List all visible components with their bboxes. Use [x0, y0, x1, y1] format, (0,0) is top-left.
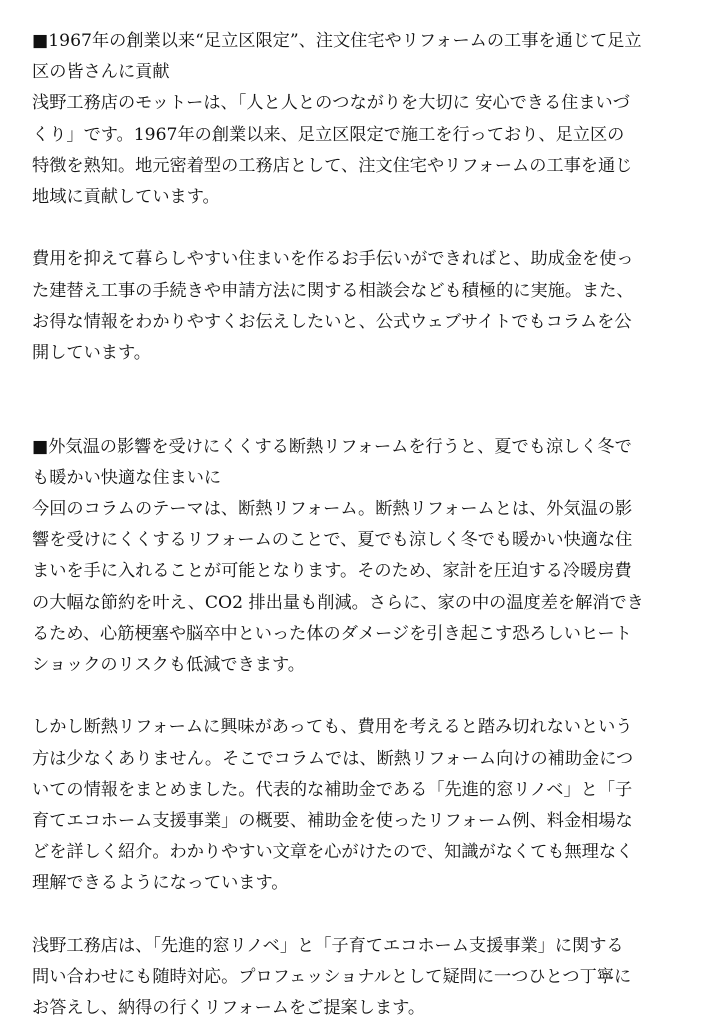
document-body	[32, 26, 696, 1024]
section-2-paragraph-3: 浅野工務店は、「先進的窓リノベ」と「子育てエコホーム支援事業」に関する 問い合わせにも随時対応。プロフェッショナルとして疑問に一つひとつ丁寧に お答えし、納得の行くリフォームをご提案します。	[32, 935, 632, 1019]
section-1-paragraph-1: 浅野工務店のモットーは、「人と人とのつながりを大切に 安心できる住まいづ くり」です。1967年の創業以来、足立区限定で施工を行っており、足立区の 特徴を熟知。地元密着型の工務店として、注文住宅やリフォームの工事を通じ 地域に貢献しています。	[32, 93, 633, 208]
section-2-heading: ■外気温の影響を受けにくくする断熱リフォームを行うと、夏でも涼しく冬で も暖かい快適な住まいに	[32, 436, 632, 488]
section-2-paragraph-1: 今回のコラムのテーマは、断熱リフォーム。断熱リフォームとは、外気温の影 響を受けにくくするリフォームのことで、夏でも涼しく冬でも暖かい快適な住 まいを手に入れることが可能となります。そのため、家計を圧迫する冷暖房費 の大幅な節約を叶え、CO2 排出量も削減。さらに、家の中の温度差を解消でき るため、心筋梗塞や脳卒中といった体のダメージを引き起こす恐ろしいヒート ショックのリスクも低減できます。	[32, 499, 644, 676]
section-2-paragraph-2: しかし断熱リフォームに興味があっても、費用を考えると踏み切れないという 方は少なくありません。そこでコラムでは、断熱リフォーム向けの補助金につ いての情報をまとめました。代表的な補助金である「先進的窓リノベ」と「子 育てエコホーム支援事業」の概要、補助金を使ったリフォーム例、料金相場な どを詳しく紹介。わかりやすい文章を心がけたので、知識がなくても無理なく 理解できるようになっています。	[32, 717, 634, 894]
section-spacer	[32, 369, 696, 431]
section-1-paragraph-2: 費用を抑えて暮らしやすい住まいを作るお手伝いができればと、助成金を使っ た建替え工事の手続きや申請方法に関する相談会なども積極的に実施。また、 お得な情報をわかりやすくお伝えしたいと、公式ウェブサイトでもコラムを公 開しています。	[32, 249, 634, 364]
section-1-heading: ■1967年の創業以来“足立区限定”、注文住宅やリフォームの工事を通じて足立 区の皆さんに貢献	[32, 31, 642, 83]
paragraph-spacer	[32, 900, 696, 931]
paragraph-spacer	[32, 213, 696, 244]
paragraph-spacer	[32, 681, 696, 712]
